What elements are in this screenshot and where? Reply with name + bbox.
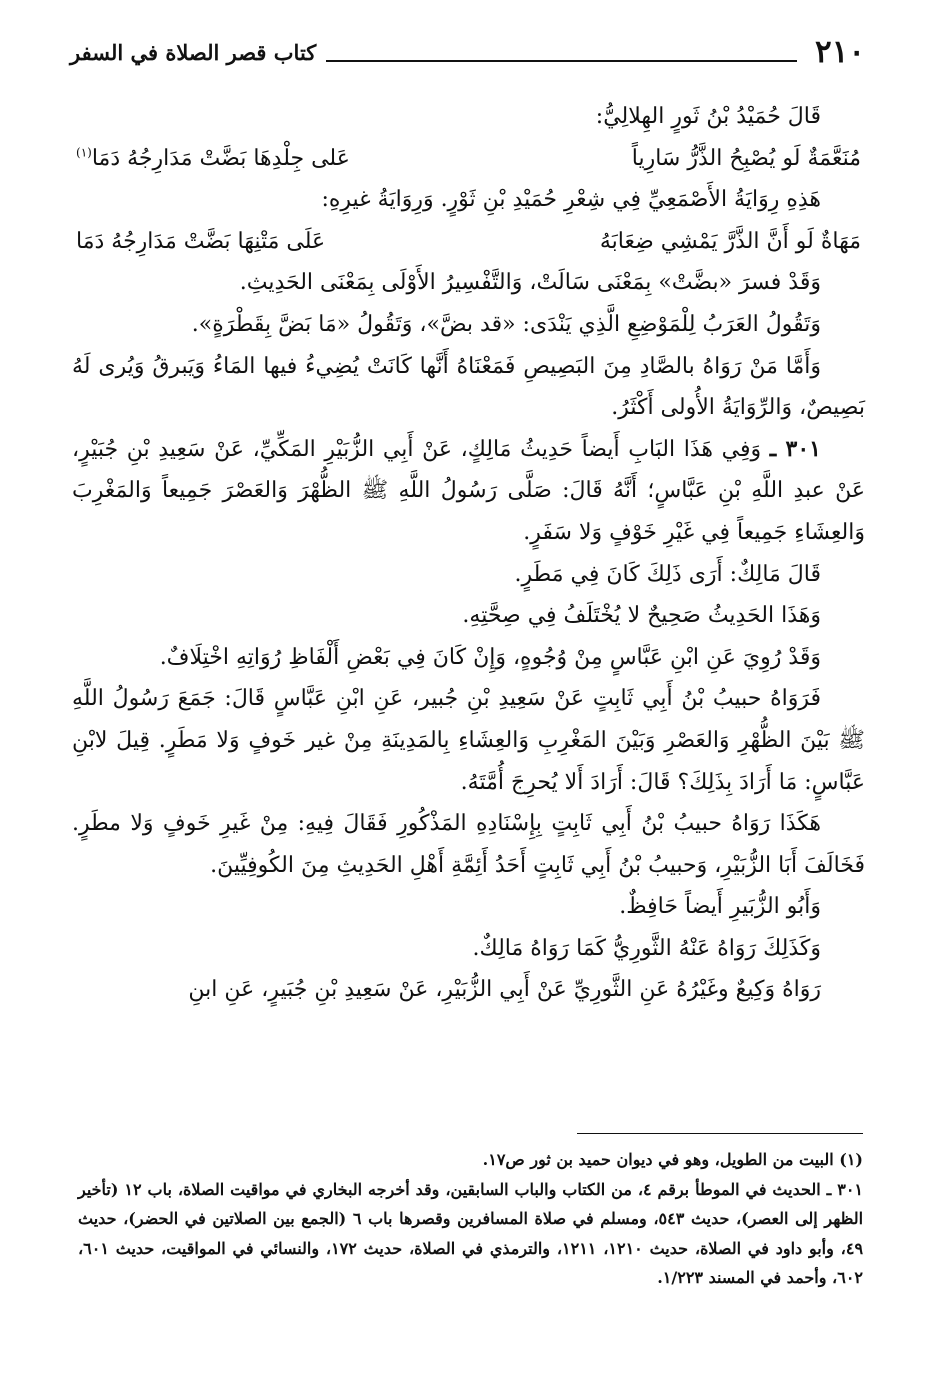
verse-second-hemistich [76,138,350,180]
paragraph: وَهَذَا الحَدِيثُ صَحِيحٌ لا يُخْتَلَفُ فِي صِحَّتِهِ. [462,603,821,629]
header-rule [326,42,797,62]
verse-second-hemistich: عَلَى مَتْنِهَا بَضَّتْ مَدَارِجُهُ دَمَا [76,228,326,254]
hadith-text: وَفِي هَذَا البَابِ أَيضاً حَدِيثُ مَالِكٍ، عَنْ أَبِي الزُّبَيْرِ المَكِّيِّ، عَنْ سَعِيدِ بْنِ جُبَيْرٍ، عَنْ عبدِ اللَّهِ بْنِ عَبَّاسٍ؛ أَنَّهُ قَالَ: صَلَّى رَسُولُ اللَّهِ ﷺ الظُّهْرَ وَالعَصْرَ جَمِيعاً وَالمَغْرِبَ وَالعِشَاءِ جَمِيعاً فِي غَيْرِ خَوْفٍ وَلا سَفَرٍ. [72,436,865,545]
footnote: ٣٠١ ـ الحديث في الموطأ برقم ٤، من الكتاب والباب السابقين، وقد أخرجه البخاري في مواقيت الصلاة، باب ١٢ (تأخير الظهر إلى العصر)، حديث ٥٤٣، ومسلم في صلاة المسافرين وقصرها باب ٦ (الجمع بين الصلاتين في الحضر)، حديث ٤٩، وأبو داود في الصلاة، حديث ١٢١٠، ١٢١١، والترمذي في الصلاة، حديث ١٧٢، والنسائي في المواقيت، حديث ٦٠١، ٦٠٢، وأحمد في المسند ١/٢٢٣. [78,1179,864,1287]
paragraph: وَأَبُو الزُّبَيرِ أَيضاً حَافِظٌ. [619,894,821,920]
paragraph: قَالَ حُمَيْدُ بْنُ ثَورٍ الهِلالِيُّ: [595,104,821,129]
paragraph: هَكَذَا رَوَاهُ حبيبُ بْنُ أَبِي ثَابِتٍ بِإِسْنَادِهِ المَذْكُورِ فَقَالَ فِيهِ: مِنْ غَيرِ خَوفٍ وَلا مطَرٍ. فَخَالَفَ أَبَا الزُّبَيْرِ، وَحبيبُ بْنُ أَبِي ثَابِتٍ أَحَدُ أَئِمَّةِ أَهْلِ الحَدِيثِ مِنَ الكُوفِيِّينَ. [72,811,865,878]
paragraph: وَقَدْ فسرَ «بضَّتْ» بِمَعْنَى سَالَتْ، وَالتَّفْسِيرُ الأَوْلَى بِمَعْنَى الحَدِيثِ. [239,270,821,296]
paragraph: قَالَ مَالِكٌ: أَرَى ذَلِكَ كَانَ فِي مَطَرٍ. [514,561,821,587]
footnotes [78,1145,863,1293]
poetry-verse [72,221,865,263]
footnote-marker: (١) [76,145,92,160]
paragraph: وَقَدْ رُوِيَ عَنِ ابْنِ عَبَّاسٍ مِنْ وُجُوهٍ، وَإِنْ كَانَ فِي بَعْضِ أَلْفَاظِ رُوَاتِهِ اخْتِلَافٌ. [159,644,821,670]
running-header [70,30,865,74]
footnote-separator [577,1133,863,1134]
book-title: كتاب قصر الصلاة في السفر [70,39,317,65]
paragraph: هَذِهِ رِوَايَةُ الأَصْمَعِيِّ فِي شِعْرِ حُمَيْدِ بْنِ ثَوْرٍ. وَرِوَايَةُ غيرِهِ: [321,187,821,213]
hadith-paragraph [72,429,865,554]
poetry-verse [72,138,865,180]
paragraph: وَأَمَّا مَنْ رَوَاهُ بالصَّادِ مِنَ البَصِيصِ فَمَعْنَاهُ أَنَّها كَانَتْ يُضِيءُ فيها المَاءُ وَيَبرقُ وَيُرى لَهُ بَصِيصٌ، وَالرِّوَايَةُ الأُولى أَكْثَرُ. [72,353,865,421]
paragraph: فَرَوَاهُ حبيبُ بْنُ أَبِي ثَابِتٍ عَنْ سَعِيدِ بْنِ جُبير، عَنِ ابْنِ عَبَّاسٍ قَالَ: جَمَعَ رَسُولُ اللَّهِ ﷺ بَيْنَ الظُّهْرِ وَالعَصْرِ وَبَيْنَ المَغْرِبِ وَالعِشَاءِ بِالمَدِينَةِ مِنْ غير خَوفٍ وَلا مَطَرٍ. قِيلَ لابْنِ عَبَّاسٍ: مَا أَرَادَ بِذَلِكَ؟ قَالَ: أَرَادَ أَلا يُحرِجَ أُمَّتَهُ. [72,686,865,795]
verse-first-hemistich: مُنَعَّمَةٌ لَو يُصْبِحُ الذَّرُّ سَارِياً [631,145,861,171]
page-number: ٢١٠ [815,33,865,70]
footnote: (١) البيت من الطويل، وهو في ديوان حميد بن ثور ص١٧. [482,1150,863,1169]
paragraph: رَوَاهُ وَكِيعٌ وغَيْرُهُ عَنِ الثَّورِيِّ عَنْ أَبِي الزُّبَيْرِ، عَنْ سَعِيدِ بْنِ جُبَيرٍ، عَنِ ابنِ [188,977,821,1003]
paragraph: وَتَقُولُ العَرَبُ لِلْمَوْضِعِ الَّذِي يَنْدَى: «قد بضَّ»، وَتَقُولُ «مَا بَضَّ بِقَطْرَةٍ». [191,311,821,337]
verse-second-hemistich-text: عَلى جِلْدِهَا بَضَّتْ مَدَارِجُهُ دَمَا [91,145,350,171]
paragraph: وَكَذَلِكَ رَوَاهُ عَنْهُ الثَّورِيُّ كَمَا رَوَاهُ مَالِكٌ. [472,935,821,961]
main-text [72,96,865,1011]
verse-first-hemistich: مَهَاةٌ لَو أَنَّ الذَّرَّ يَمْشِي ضِعَابَهُ [599,228,861,254]
hadith-number: ٣٠١ ـ [769,435,821,462]
